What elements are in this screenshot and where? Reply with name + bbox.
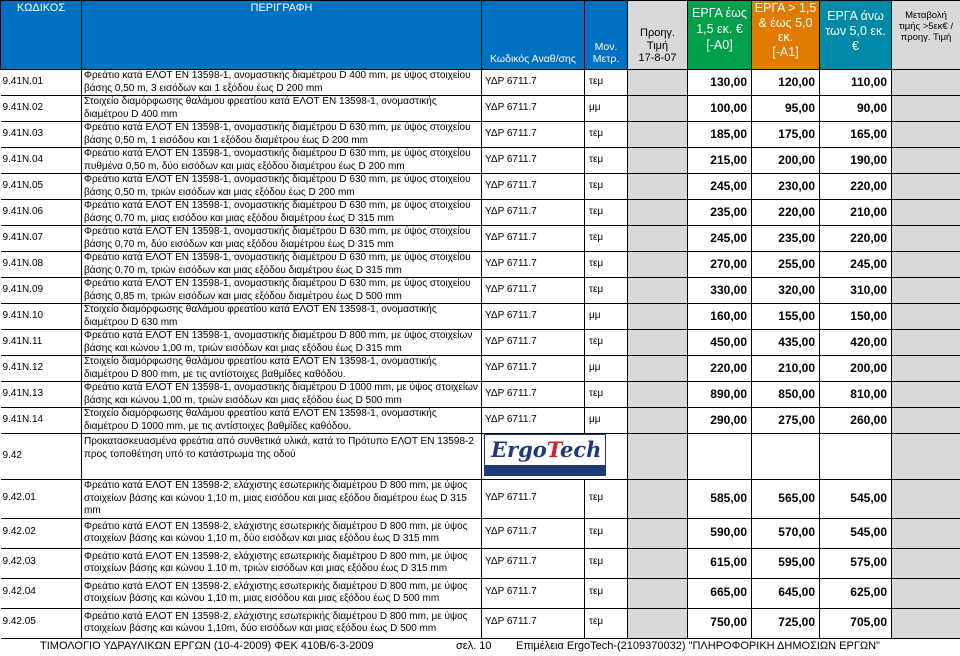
- table-row: [1, 226, 960, 252]
- row-prev-price: [628, 96, 688, 122]
- row-price-a1: 565,00: [752, 480, 820, 519]
- row-prev-price: [628, 122, 688, 148]
- row-code: 9.42.02: [1, 518, 82, 548]
- row-change: [892, 200, 960, 226]
- section-a1: [752, 434, 820, 480]
- row-price-a0: 235,00: [688, 200, 752, 226]
- row-price-a1: 850,00: [752, 382, 820, 408]
- row-source: ΥΔΡ 6711.7: [482, 96, 585, 122]
- row-price-a2: 575,00: [820, 548, 892, 578]
- row-description: Φρεάτιο κατά ΕΛΟΤ ΕΝ 13598-1, ονομαστικής διαμέτρου D 630 mm, με ύψος στοιχείου βάσης 0,70 m, τριών εισόδων και μιας εξόδου διαμέτρου έως D 315 mm: [82, 252, 482, 278]
- table-row: [1, 96, 960, 122]
- row-code: 9.41N.03: [1, 122, 82, 148]
- section-row: [1, 434, 960, 480]
- row-price-a0: 245,00: [688, 174, 752, 200]
- row-prev-price: [628, 408, 688, 434]
- section-description: Προκατασκευασμένα φρεάτια από συνθετικά υλικά, κατά το Πρότυπο ΕΛΟΤ ΕΝ 13598-2 προς τοποθέτηση υπό το κατάστρωμα της οδού: [82, 434, 482, 480]
- row-description: Φρεάτιο κατά ΕΛΟΤ ΕΝ 13598-2, ελάχιστης εσωτερικής διαμέτρου D 800 mm, με ύψος στοιχείων βάσης και κώνου 1.10 m, τριών εισόδων και μιας εξόδου έως D 315 mm: [82, 548, 482, 578]
- header-row: [1, 1, 960, 70]
- header-a2: ΕΡΓΑ άνω των 5,0 εκ. €: [820, 1, 892, 70]
- row-price-a0: 290,00: [688, 408, 752, 434]
- row-price-a2: 625,00: [820, 578, 892, 608]
- row-price-a0: 330,00: [688, 278, 752, 304]
- section-prev-price: [628, 434, 688, 480]
- row-code: 9.41N.11: [1, 330, 82, 356]
- row-change: [892, 480, 960, 519]
- row-prev-price: [628, 226, 688, 252]
- row-unit: μμ: [585, 304, 628, 330]
- header-unit: Μον. Μετρ.: [585, 1, 628, 70]
- rows-body: [1, 70, 960, 639]
- row-price-a1: 725,00: [752, 608, 820, 638]
- row-source: ΥΔΡ 6711.7: [482, 578, 585, 608]
- footer-left: ΤΙΜΟΛΟΓΙΟ ΥΔΡΑΥΛΙΚΩΝ ΕΡΓΩΝ (10-4-2009) ΦΕΚ 410Β/6-3-2009: [40, 640, 374, 652]
- row-prev-price: [628, 200, 688, 226]
- row-price-a0: 245,00: [688, 226, 752, 252]
- row-code: 9.42.04: [1, 578, 82, 608]
- row-source: ΥΔΡ 6711.7: [482, 608, 585, 638]
- row-code: 9.41N.05: [1, 174, 82, 200]
- row-description: Στοιχείο διαμόρφωσης θαλάμου φρεατίου κατά ΕΛΟΤ ΕΝ 13598-1, ονομαστικής διαμέτρου D 800 mm, με τις αντίστοιχες βαθμίδες καθόδου.: [82, 356, 482, 382]
- row-change: [892, 174, 960, 200]
- row-price-a1: 230,00: [752, 174, 820, 200]
- row-description: Φρεάτιο κατά ΕΛΟΤ ΕΝ 13598-1, ονομαστικής διαμέτρου D 630 mm, με ύψος στοιχείου βάσης 0,70 m, μιας εισόδου και μιας εξόδου διαμέτρου έως D 315 mm: [82, 200, 482, 226]
- row-source: ΥΔΡ 6711.7: [482, 548, 585, 578]
- row-description: Φρεάτιο κατά ΕΛΟΤ ΕΝ 13598-1, ονομαστικής διαμέτρου D 800 mm, με ύψος στοιχείων βάσης και κώνου 1,00 m, τριών εισόδων και μιας εξόδου έως D 315 mm: [82, 330, 482, 356]
- row-description: Στοιχείο διαμόρφωσης θαλάμου φρεατίου κατά ΕΛΟΤ ΕΝ 13598-1, ονομαστικής διαμέτρου D 400 mm: [82, 96, 482, 122]
- row-code: 9.41N.08: [1, 252, 82, 278]
- table-row: [1, 548, 960, 578]
- row-price-a1: 645,00: [752, 578, 820, 608]
- row-change: [892, 578, 960, 608]
- row-price-a0: 270,00: [688, 252, 752, 278]
- header-a0: ΕΡΓΑ έως 1,5 εκ. € [-A0]: [688, 1, 752, 70]
- table-row: [1, 200, 960, 226]
- row-change: [892, 252, 960, 278]
- row-unit: τεμ: [585, 518, 628, 548]
- table-row: [1, 480, 960, 519]
- row-price-a1: 255,00: [752, 252, 820, 278]
- row-description: Φρεάτιο κατά ΕΛΟΤ ΕΝ 13598-2, ελάχιστης εσωτερικής διαμέτρου D 800 mm, με ύψος στοιχείων βάσης και κώνου 1,10 m, δύο εισόδων και μιας εξόδου έως D 315 mm: [82, 518, 482, 548]
- row-change: [892, 148, 960, 174]
- row-prev-price: [628, 356, 688, 382]
- row-price-a0: 220,00: [688, 356, 752, 382]
- row-price-a0: 130,00: [688, 70, 752, 96]
- row-unit: τεμ: [585, 278, 628, 304]
- row-price-a1: 95,00: [752, 96, 820, 122]
- row-change: [892, 356, 960, 382]
- row-price-a2: 420,00: [820, 330, 892, 356]
- header-code: ΚΩΔΙΚΟΣ: [1, 1, 82, 70]
- row-price-a2: 220,00: [820, 174, 892, 200]
- row-change: [892, 122, 960, 148]
- row-unit: μμ: [585, 356, 628, 382]
- row-description: Στοιχείο διαμόρφωσης θαλάμου φρεατίου κατά ΕΛΟΤ ΕΝ 13598-1, ονομαστικής διαμέτρου D 630 mm: [82, 304, 482, 330]
- row-price-a0: 890,00: [688, 382, 752, 408]
- row-source: ΥΔΡ 6711.7: [482, 278, 585, 304]
- row-price-a1: 435,00: [752, 330, 820, 356]
- row-price-a2: 90,00: [820, 96, 892, 122]
- row-unit: τεμ: [585, 200, 628, 226]
- row-change: [892, 408, 960, 434]
- section-code: 9.42: [1, 434, 82, 480]
- row-unit: τεμ: [585, 382, 628, 408]
- row-price-a1: 275,00: [752, 408, 820, 434]
- row-description: Φρεάτιο κατά ΕΛΟΤ ΕΝ 13598-2, ελάχιστης εσωτερικής διαμέτρου D 800 mm, με ύψος στοιχείων βάσης και κώνου 1,10 m, μιας εισόδου και μιας εξόδου διαμέτρου έως D 315 mm: [82, 480, 482, 519]
- row-price-a2: 200,00: [820, 356, 892, 382]
- logo-subtitle: [485, 465, 605, 475]
- row-price-a2: 310,00: [820, 278, 892, 304]
- row-price-a0: 665,00: [688, 578, 752, 608]
- row-source: ΥΔΡ 6711.7: [482, 122, 585, 148]
- row-price-a1: 175,00: [752, 122, 820, 148]
- row-code: 9.41N.01: [1, 70, 82, 96]
- row-source: ΥΔΡ 6711.7: [482, 518, 585, 548]
- row-code: 9.41N.13: [1, 382, 82, 408]
- row-price-a2: 245,00: [820, 252, 892, 278]
- row-prev-price: [628, 148, 688, 174]
- row-prev-price: [628, 330, 688, 356]
- footer-page: σελ. 10: [456, 640, 492, 652]
- row-unit: μμ: [585, 408, 628, 434]
- row-code: 9.41N.06: [1, 200, 82, 226]
- row-price-a2: 705,00: [820, 608, 892, 638]
- row-source: ΥΔΡ 6711.7: [482, 304, 585, 330]
- row-price-a0: 160,00: [688, 304, 752, 330]
- row-change: [892, 382, 960, 408]
- row-price-a1: 155,00: [752, 304, 820, 330]
- row-price-a1: 320,00: [752, 278, 820, 304]
- row-price-a2: 150,00: [820, 304, 892, 330]
- header-change: Μεταβολή τιμής >5εκ€ / προηγ. Τιμή: [892, 1, 960, 70]
- row-unit: τεμ: [585, 226, 628, 252]
- row-price-a0: 750,00: [688, 608, 752, 638]
- row-price-a2: 545,00: [820, 518, 892, 548]
- row-code: 9.41N.10: [1, 304, 82, 330]
- row-description: Φρεάτιο κατά ΕΛΟΤ ΕΝ 13598-2, ελάχιστης εσωτερικής διαμέτρου D 800 mm, με ύψος στοιχείων βάσης και κώνου 1,10 m, μιας εισόδου και μιας εξόδου έως D 500 mm: [82, 578, 482, 608]
- row-source: ΥΔΡ 6711.7: [482, 356, 585, 382]
- row-prev-price: [628, 278, 688, 304]
- row-prev-price: [628, 304, 688, 330]
- table-row: [1, 408, 960, 434]
- row-unit: τεμ: [585, 148, 628, 174]
- header-source: Κωδικός Αναθ/σης: [482, 1, 585, 70]
- row-code: 9.41N.02: [1, 96, 82, 122]
- row-code: 9.41N.09: [1, 278, 82, 304]
- row-description: Φρεάτιο κατά ΕΛΟΤ ΕΝ 13598-1, ονομαστικής διαμέτρου D 630 mm, με ύψος στοιχείου βάσης 0,50 m, τριών εισόδων και μιας εξόδου έως D 200 mm: [82, 174, 482, 200]
- row-change: [892, 548, 960, 578]
- row-source: ΥΔΡ 6711.7: [482, 408, 585, 434]
- header-description: ΠΕΡΙΓΡΑΦΗ: [82, 1, 482, 70]
- table-row: [1, 578, 960, 608]
- section-a2: [820, 434, 892, 480]
- row-description: Φρεάτιο κατά ΕΛΟΤ ΕΝ 13598-2, ελάχιστης εσωτερικής διαμέτρου D 800 mm, με ύψος στοιχείων βάσης και κώνου 1,10m, δύο εισόδων και μιας εξόδου έως D 500 mm: [82, 608, 482, 638]
- row-description: Φρεάτιο κατά ΕΛΟΤ ΕΝ 13598-1, ονομαστικής διαμέτρου D 1000 mm, με ύψος στοιχείων βάσης και κώνου 1,00 m, τριών εισόδων και μιας εξόδου έως D 500 mm: [82, 382, 482, 408]
- row-unit: τεμ: [585, 330, 628, 356]
- row-change: [892, 304, 960, 330]
- row-unit: τεμ: [585, 548, 628, 578]
- table-row: [1, 278, 960, 304]
- row-source: ΥΔΡ 6711.7: [482, 480, 585, 519]
- section-a0: [688, 434, 752, 480]
- row-source: ΥΔΡ 6711.7: [482, 252, 585, 278]
- table-row: [1, 148, 960, 174]
- row-price-a2: 110,00: [820, 70, 892, 96]
- row-unit: μμ: [585, 96, 628, 122]
- section-change: [892, 434, 960, 480]
- ergotech-logo: [484, 434, 606, 476]
- row-price-a1: 570,00: [752, 518, 820, 548]
- table-row: [1, 174, 960, 200]
- row-unit: τεμ: [585, 122, 628, 148]
- row-description: Φρεάτιο κατά ΕΛΟΤ ΕΝ 13598-1, ονομαστικής διαμέτρου D 630 mm, με ύψος στοιχείου πυθμένα 0,50 m, δύο εισόδων και μιας εξόδου διαμέτρου έως D 200 mm: [82, 148, 482, 174]
- table-row: [1, 70, 960, 96]
- row-prev-price: [628, 252, 688, 278]
- row-code: 9.41N.12: [1, 356, 82, 382]
- row-prev-price: [628, 382, 688, 408]
- row-source: ΥΔΡ 6711.7: [482, 330, 585, 356]
- row-change: [892, 96, 960, 122]
- header-a1: ΕΡΓΑ > 1,5 & έως 5,0 εκ. [-A1]: [752, 1, 820, 70]
- row-prev-price: [628, 548, 688, 578]
- row-source: ΥΔΡ 6711.7: [482, 226, 585, 252]
- row-price-a0: 585,00: [688, 480, 752, 519]
- row-price-a0: 185,00: [688, 122, 752, 148]
- row-prev-price: [628, 578, 688, 608]
- row-change: [892, 70, 960, 96]
- row-price-a2: 545,00: [820, 480, 892, 519]
- row-price-a1: 120,00: [752, 70, 820, 96]
- table-row: [1, 122, 960, 148]
- row-source: ΥΔΡ 6711.7: [482, 200, 585, 226]
- row-source: ΥΔΡ 6711.7: [482, 148, 585, 174]
- table-row: [1, 518, 960, 548]
- header-prev-price: Προηγ. Τιμή 17-8-07: [628, 1, 688, 70]
- row-unit: τεμ: [585, 174, 628, 200]
- table-row: [1, 382, 960, 408]
- row-source: ΥΔΡ 6711.7: [482, 382, 585, 408]
- row-unit: τεμ: [585, 70, 628, 96]
- table-row: [1, 252, 960, 278]
- row-price-a1: 220,00: [752, 200, 820, 226]
- row-price-a0: 615,00: [688, 548, 752, 578]
- row-price-a2: 165,00: [820, 122, 892, 148]
- row-source: ΥΔΡ 6711.7: [482, 174, 585, 200]
- table-row: [1, 330, 960, 356]
- row-price-a1: 200,00: [752, 148, 820, 174]
- row-description: Στοιχείο διαμόρφωσης θαλάμου φρεατίου κατά ΕΛΟΤ ΕΝ 13598-1, ονομαστικής διαμέτρου D 1000 mm, με τις αντίστοιχες βαθμίδες καθόδου.: [82, 408, 482, 434]
- row-source: ΥΔΡ 6711.7: [482, 70, 585, 96]
- row-price-a2: 810,00: [820, 382, 892, 408]
- row-prev-price: [628, 480, 688, 519]
- row-unit: τεμ: [585, 578, 628, 608]
- table-row: [1, 304, 960, 330]
- row-price-a2: 220,00: [820, 226, 892, 252]
- row-code: 9.42.01: [1, 480, 82, 519]
- row-prev-price: [628, 518, 688, 548]
- row-price-a2: 210,00: [820, 200, 892, 226]
- row-description: Φρεάτιο κατά ΕΛΟΤ ΕΝ 13598-1, ονομαστικής διαμέτρου D 630 mm, με ύψος στοιχείου βάσης 0,50 m, 1 εισόδου και 1 εξόδου διαμέτρου έως D 200 mm: [82, 122, 482, 148]
- row-change: [892, 278, 960, 304]
- row-unit: τεμ: [585, 252, 628, 278]
- row-prev-price: [628, 70, 688, 96]
- footer-right: Επιμέλεια ErgoTech-(2109370032) "ΠΛΗΡΟΦΟΡΙΚΗ ΔΗΜΟΣΙΩΝ ΕΡΓΩΝ": [516, 640, 880, 652]
- row-price-a1: 210,00: [752, 356, 820, 382]
- row-price-a2: 260,00: [820, 408, 892, 434]
- row-price-a2: 190,00: [820, 148, 892, 174]
- row-code: 9.42.03: [1, 548, 82, 578]
- logo-wordmark: ErgoTech: [491, 437, 602, 462]
- row-code: 9.41N.07: [1, 226, 82, 252]
- row-unit: τεμ: [585, 608, 628, 638]
- row-price-a0: 215,00: [688, 148, 752, 174]
- row-price-a0: 590,00: [688, 518, 752, 548]
- table-row: [1, 356, 960, 382]
- row-price-a0: 450,00: [688, 330, 752, 356]
- row-change: [892, 330, 960, 356]
- row-unit: τεμ: [585, 480, 628, 519]
- row-price-a1: 595,00: [752, 548, 820, 578]
- row-description: Φρεάτιο κατά ΕΛΟΤ ΕΝ 13598-1, ονομαστικής διαμέτρου D 630 mm, με ύψος στοιχείου βάσης 0,85 m, τριών εισόδων και μιας εξόδου διαμέτρου έως D 500 mm: [82, 278, 482, 304]
- row-price-a1: 235,00: [752, 226, 820, 252]
- row-code: 9.41N.14: [1, 408, 82, 434]
- row-code: 9.42.05: [1, 608, 82, 638]
- row-change: [892, 518, 960, 548]
- row-prev-price: [628, 174, 688, 200]
- row-price-a0: 100,00: [688, 96, 752, 122]
- row-change: [892, 226, 960, 252]
- page-footer: [0, 634, 960, 656]
- row-code: 9.41N.04: [1, 148, 82, 174]
- row-description: Φρεάτιο κατά ΕΛΟΤ ΕΝ 13598-1, ονομαστικής διαμέτρου D 630 mm, με ύψος στοιχείου βάσης 0,70 m, δύο εισόδων και μιας εξόδου διαμέτρου έως D 315 mm: [82, 226, 482, 252]
- row-description: Φρεάτιο κατά ΕΛΟΤ ΕΝ 13598-1, ονομαστικής διαμέτρου D 400 mm, με ύψος στοιχείου βάσης 0,50 m, 3 εισόδων και 1 εξόδου έως D 200 mm: [82, 70, 482, 96]
- logo-cell: [482, 434, 628, 480]
